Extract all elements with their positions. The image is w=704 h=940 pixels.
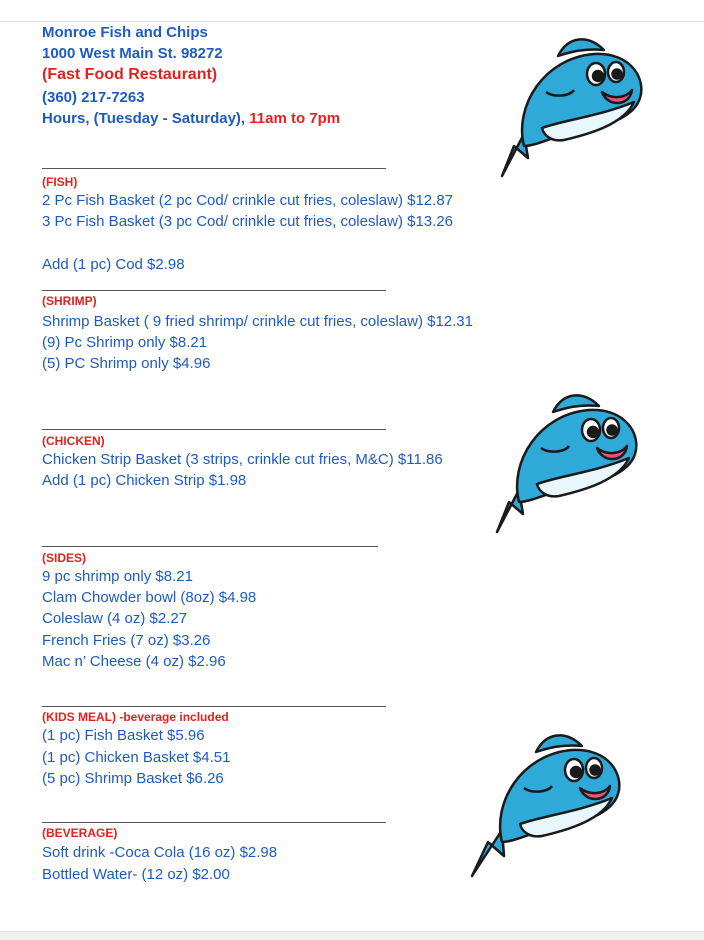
restaurant-type: (Fast Food Restaurant) [42,66,218,83]
fish-mascot-icon [479,392,647,540]
menu-item: Bottled Water- (12 oz) $2.00 [42,866,230,883]
menu-item: Soft drink -Coca Cola (16 oz) $2.98 [42,844,278,861]
section-title-fish: (FISH) [42,175,78,189]
restaurant-phone: (360) 217-7263 [42,89,145,106]
section-divider [42,546,378,547]
menu-item: Chicken Strip Basket (3 strips, crinkle cut fries, M&C) $11.86 [42,451,443,468]
menu-item: Coleslaw (4 oz) $2.27 [42,610,188,627]
section-title-kids: (KIDS MEAL) -beverage included [42,710,229,724]
menu-item: (5) PC Shrimp only $4.96 [42,355,211,372]
hours-label: Hours, (Tuesday - Saturday), [42,110,246,127]
section-title-chicken: (CHICKEN) [42,434,105,448]
menu-item: 3 Pc Fish Basket (3 pc Cod/ crinkle cut fries, coleslaw) $13.26 [42,213,454,230]
section-divider [42,168,386,169]
menu-item: (1 pc) Chicken Basket $4.51 [42,749,231,766]
section-title-sides: (SIDES) [42,551,87,565]
menu-item: Mac n’ Cheese (4 oz) $2.96 [42,653,226,670]
top-divider [0,21,704,22]
section-title-shrimp: (SHRIMP) [42,294,97,308]
menu-item: (5 pc) Shrimp Basket $6.26 [42,770,224,787]
menu-item: 2 Pc Fish Basket (2 pc Cod/ crinkle cut fries, coleslaw) $12.87 [42,192,454,209]
section-divider [42,429,386,430]
section-divider [42,290,386,291]
menu-item: French Fries (7 oz) $3.26 [42,632,211,649]
section-title-beverage: (BEVERAGE) [42,826,118,840]
restaurant-address: 1000 West Main St. 98272 [42,45,223,62]
restaurant-hours [42,110,340,127]
menu-item: Add (1 pc) Chicken Strip $1.98 [42,472,247,489]
menu-item: (9) Pc Shrimp only $8.21 [42,334,208,351]
menu-item: (1 pc) Fish Basket $5.96 [42,727,205,744]
section-divider [42,706,386,707]
section-divider [42,822,386,823]
menu-item: Shrimp Basket ( 9 fried shrimp/ crinkle cut fries, coleslaw) $12.31 [42,313,473,330]
fish-mascot-icon [484,36,652,184]
menu-item: Clam Chowder bowl (8oz) $4.98 [42,589,257,606]
menu-item: Add (1 pc) Cod $2.98 [42,256,185,273]
hours-time: 11am to 7pm [249,110,341,127]
restaurant-name: Monroe Fish and Chips [42,24,208,41]
menu-item: 9 pc shrimp only $8.21 [42,568,193,585]
fish-mascot-icon [462,730,630,882]
